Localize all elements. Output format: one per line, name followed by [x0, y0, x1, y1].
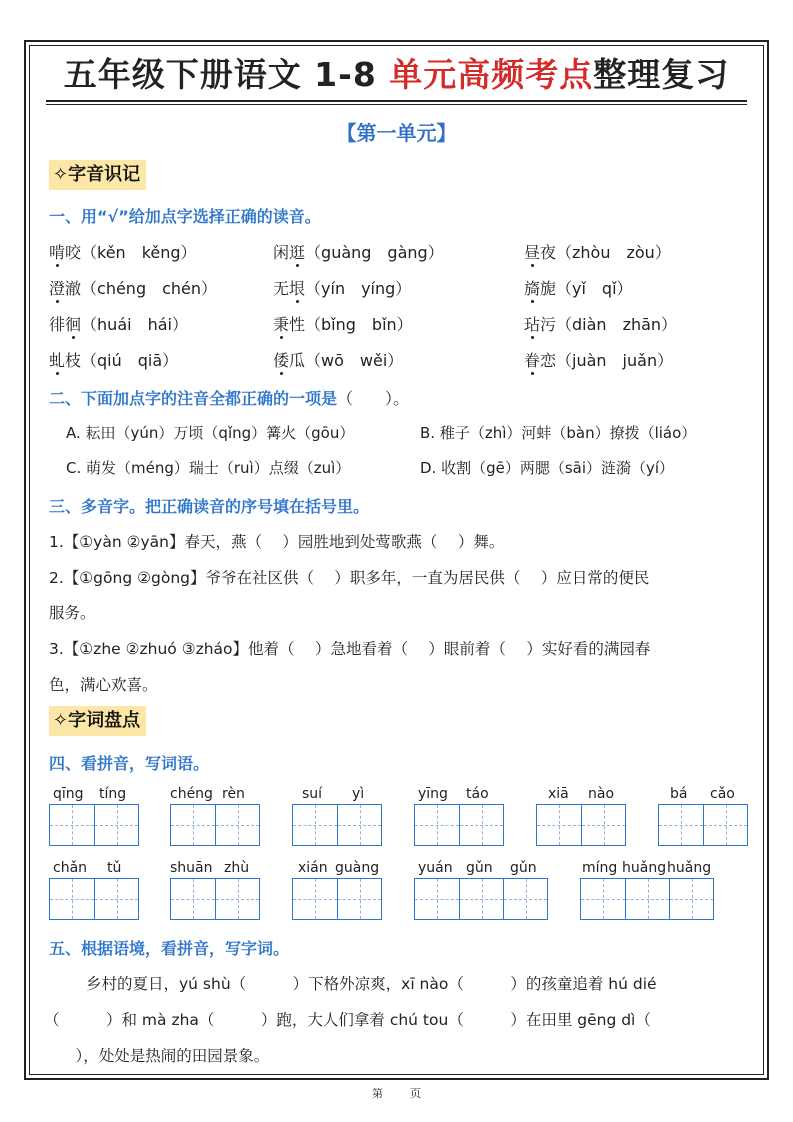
writing-grid[interactable] [49, 878, 139, 920]
writing-cell[interactable] [625, 879, 669, 919]
dot-char: 秉 [273, 315, 290, 334]
writing-grid[interactable] [49, 804, 139, 846]
pinyin-label: táo [466, 786, 489, 802]
question-5-title: 五、根据语境，看拼音，写字词。 [49, 939, 290, 958]
pinyin-label: zhù [224, 860, 250, 876]
q2-option-c: C. 萌发（méng）瑞士（ruì）点缀（zuì） [66, 459, 351, 477]
q1-item-1-1-text: 咬（kěn kěng） [65, 243, 197, 262]
question-4-title: 四、看拼音，写词语。 [49, 754, 210, 773]
pinyin-label: bá [670, 786, 688, 802]
question-2-blank: （ ）。 [337, 389, 410, 408]
q1-item-4-2-text: 瓜（wō wěi） [289, 351, 404, 370]
page-frame-inner [29, 45, 764, 1075]
q1-item-3-1 [49, 312, 188, 335]
writing-cell[interactable] [337, 879, 381, 919]
dot-char: 旖 [524, 279, 541, 298]
title-part-1: 五年级下册语文 1-8 [63, 55, 390, 94]
writing-cell[interactable] [537, 805, 581, 845]
dot-char: 眷 [524, 351, 541, 370]
writing-cell[interactable] [415, 879, 459, 919]
q1-item-2-3-text: 旎（yǐ qǐ） [540, 279, 633, 298]
pinyin-label: nào [588, 786, 615, 802]
writing-grid[interactable] [536, 804, 626, 846]
dot-char: 玷 [524, 315, 541, 334]
pinyin-label: shuān [170, 860, 213, 876]
q1-item-3-1-c1: 徘 [49, 315, 66, 334]
pinyin-label: suí [302, 786, 323, 802]
q1-item-2-2-c1: 无 [273, 279, 290, 298]
q1-item-4-3 [524, 348, 673, 371]
q1-item-3-1-text: （huái hái） [81, 315, 188, 334]
dot-char: 垠 [289, 279, 306, 298]
section-heading-vocabulary: ✧字词盘点 [49, 706, 146, 736]
pinyin-label: huǎng [622, 860, 667, 876]
title-rule-bottom [46, 104, 747, 105]
writing-cell[interactable] [337, 805, 381, 845]
dot-char: 倭 [273, 351, 290, 370]
writing-cell[interactable] [215, 879, 259, 919]
section-heading-pronunciation: ✧字音识记 [49, 160, 146, 190]
writing-grid[interactable] [170, 804, 260, 846]
pinyin-label: yīng [418, 786, 448, 802]
q1-item-2-1 [49, 276, 217, 299]
pinyin-label: yì [352, 786, 365, 802]
q1-item-1-1 [49, 240, 197, 263]
dot-char: 虬 [49, 351, 66, 370]
q1-item-3-3 [524, 312, 677, 335]
footer-page-label-b: 页 [410, 1087, 421, 1100]
pinyin-label: cǎo [710, 786, 735, 802]
q1-item-2-2-text: （yín yíng） [305, 279, 412, 298]
pinyin-label: qīng [53, 786, 84, 802]
writing-cell[interactable] [50, 805, 94, 845]
writing-cell[interactable] [703, 805, 747, 845]
pinyin-label: guàng [335, 860, 380, 876]
pinyin-label: míng [582, 860, 618, 876]
q1-item-3-2-text: 性（bǐng bǐn） [289, 315, 413, 334]
q5-line-2: （ ）和 mà zha（ ）跑，大人们拿着 chú tou（ ）在田里 gēng dì（ [44, 1011, 651, 1029]
question-2-title [49, 386, 409, 409]
writing-cell[interactable] [581, 805, 625, 845]
pinyin-label: chǎn [53, 860, 88, 876]
pinyin-label: gǔn [466, 860, 493, 876]
q3-line-2: 2.【①gōng ②gòng】爷爷在社区供（ ）职多年，一直为居民供（ ）应日常的便民 [49, 569, 650, 587]
writing-cell[interactable] [293, 805, 337, 845]
q1-item-4-2 [273, 348, 403, 371]
dot-char: 昼 [524, 243, 541, 262]
writing-grid[interactable] [292, 878, 382, 920]
q2-option-d: D. 收割（gē）两腮（sāi）涟漪（yí） [420, 459, 675, 477]
writing-cell[interactable] [459, 879, 503, 919]
writing-cell[interactable] [171, 805, 215, 845]
question-1-title: 一、用“√”给加点字选择正确的读音。 [49, 207, 321, 226]
title-part-3: 整理复习 [593, 55, 730, 94]
q2-option-a: A. 耘田（yún）万顷（qǐng）篝火（gōu） [66, 424, 355, 442]
q5-line-1: 乡村的夏日，yú shù（ ）下格外凉爽，xī nào（ ）的孩童追着 hú dié [86, 975, 657, 993]
q1-item-4-1-text: 枝（qiú qiā） [65, 351, 179, 370]
q3-line-3b: 色，满心欢喜。 [49, 676, 158, 694]
q1-item-3-2 [273, 312, 413, 335]
writing-cell[interactable] [581, 879, 625, 919]
writing-cell[interactable] [669, 879, 713, 919]
unit-heading: 【第一单元】 [336, 121, 457, 145]
q1-item-1-3-text: 夜（zhòu zòu） [540, 243, 671, 262]
q3-line-3: 3.【①zhe ②zhuó ③zháo】他着（ ）急地看着（ ）眼前着（ ）实好看的满园春 [49, 640, 651, 658]
q1-item-2-1-text: 澈（chéng chén） [65, 279, 218, 298]
writing-cell[interactable] [50, 879, 94, 919]
title-part-2: 单元高频考点 [389, 55, 594, 94]
pinyin-label: xiā [548, 786, 569, 802]
q1-item-4-1 [49, 348, 178, 371]
writing-grid[interactable] [170, 878, 260, 920]
writing-grid[interactable] [658, 804, 748, 846]
q1-item-1-2-text: （guàng gàng） [305, 243, 444, 262]
question-3-title: 三、多音字。把正确读音的序号填在括号里。 [49, 497, 370, 516]
q1-item-1-2 [273, 240, 444, 263]
pinyin-label: chéng [170, 786, 213, 802]
dot-char: 逛 [289, 243, 306, 262]
dot-char: 徊 [65, 315, 82, 334]
pinyin-label: xián [298, 860, 328, 876]
dot-char: 啃 [49, 243, 66, 262]
pinyin-label: rèn [222, 786, 245, 802]
writing-cell[interactable] [171, 879, 215, 919]
q1-item-2-2 [273, 276, 411, 299]
pinyin-label: gǔn [510, 860, 537, 876]
q1-item-1-3 [524, 240, 671, 263]
question-2-title-text: 二、下面加点字的注音全都正确的一项是 [49, 389, 338, 408]
q1-item-3-3-text: 污（diàn zhān） [540, 315, 678, 334]
q3-line-2b: 服务。 [49, 604, 96, 622]
dot-char: 澄 [49, 279, 66, 298]
page-title [0, 52, 793, 98]
pinyin-label: yuán [418, 860, 453, 876]
writing-cell[interactable] [215, 805, 259, 845]
footer-page-label-a: 第 [372, 1087, 383, 1100]
pinyin-label: huǎng [667, 860, 712, 876]
writing-cell[interactable] [293, 879, 337, 919]
writing-cell[interactable] [503, 879, 547, 919]
pinyin-label: tíng [99, 786, 127, 802]
writing-cell[interactable] [659, 805, 703, 845]
q3-line-1: 1.【①yàn ②yān】春天，燕（ ）园胜地到处莺歌燕（ ）舞。 [49, 533, 505, 551]
writing-grid[interactable] [414, 878, 548, 920]
writing-cell[interactable] [94, 805, 138, 845]
q2-option-b: B. 稚子（zhì）河蚌（bàn）撩拨（liáo） [420, 424, 697, 442]
pinyin-label: tǔ [107, 860, 122, 876]
q1-item-4-3-text: 恋（juàn juǎn） [540, 351, 674, 370]
writing-grid[interactable] [414, 804, 504, 846]
title-rule-top [46, 100, 747, 102]
q5-line-3: ），处处是热闹的田园景象。 [60, 1047, 270, 1065]
writing-grid[interactable] [580, 878, 714, 920]
q1-item-2-3 [524, 276, 633, 299]
q1-item-1-2-c1: 闲 [273, 243, 290, 262]
writing-cell[interactable] [459, 805, 503, 845]
writing-cell[interactable] [415, 805, 459, 845]
writing-grid[interactable] [292, 804, 382, 846]
writing-cell[interactable] [94, 879, 138, 919]
